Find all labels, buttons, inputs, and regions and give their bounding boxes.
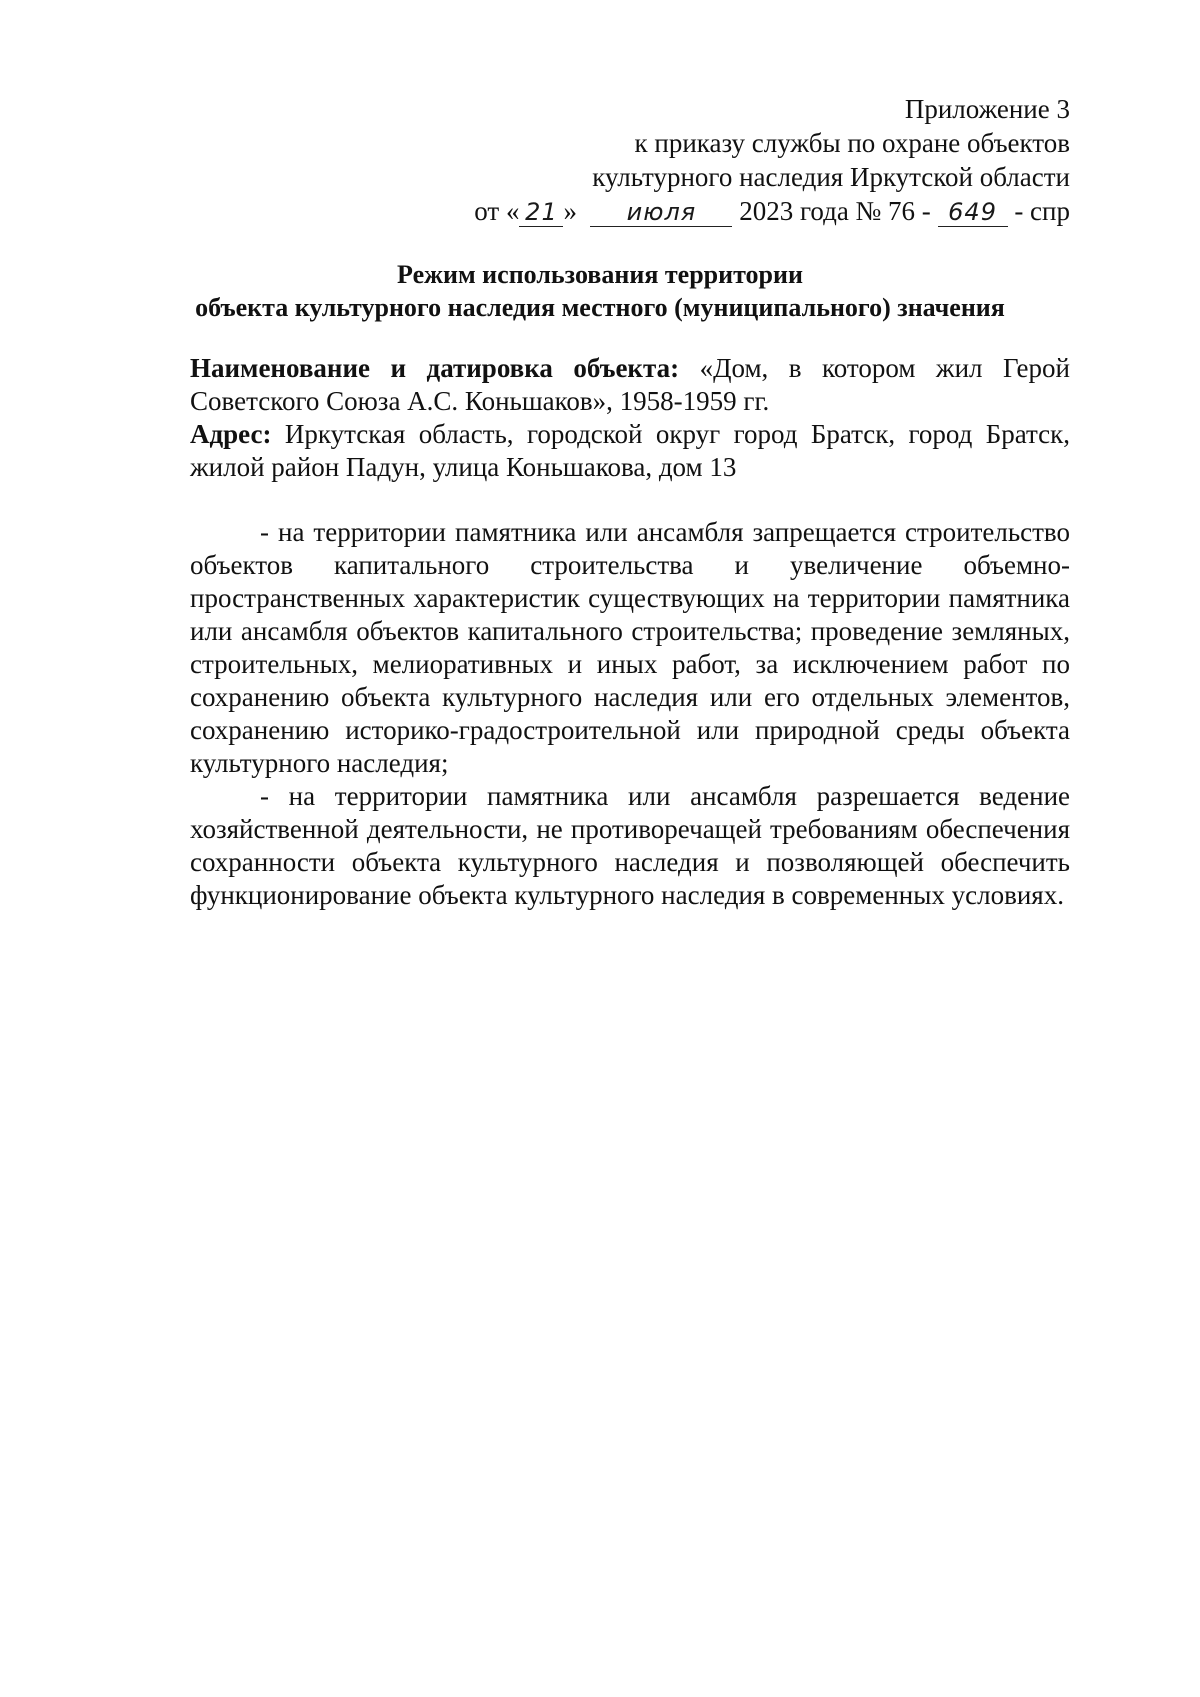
object-name-label: Наименование и датировка объекта: [190, 353, 680, 383]
year-text: 2023 года № 76 - [739, 196, 931, 226]
date-prefix: от « [474, 196, 520, 226]
object-name [190, 352, 1070, 418]
regime-paragraph-prohibited: - на территории памятника или ансамбля запрещается строительство объектов капитального строительства и увеличение объемно-пространственных характеристик существующих на территории памятника или ансамбля объектов капитального строительства; проведение земляных, строительных, мелиоративных и иных работ, за исключением работ по сохранению объекта культурного наследия или его отдельных элементов, сохранению историко-градостроительной или природной среды объекта культурного наследия; [190, 517, 1070, 778]
title-line-1: Режим использования территории [397, 260, 803, 289]
order-suffix: - спр [1014, 196, 1070, 226]
appendix-label: Приложение 3 [904, 94, 1070, 124]
title-line-2: объекта культурного наследия местного (муниципального) значения [195, 293, 1005, 322]
appendix-authority: культурного наследия Иркутской области [592, 162, 1070, 192]
document-body [190, 352, 1070, 912]
document-title [0, 258, 1200, 324]
appendix-date-line [474, 194, 1070, 228]
handwritten-day: 21 [519, 198, 563, 227]
handwritten-order-number: 649 [938, 198, 1008, 227]
object-address [190, 418, 1070, 484]
regime-paragraph-allowed: - на территории памятника или ансамбля разрешается ведение хозяйственной деятельности, не противоречащей требованиям обеспечения сохранности объекта культурного наследия и позволяющей обеспечить функционирование объекта культурного наследия в современных условиях. [190, 781, 1070, 910]
handwritten-month: июля [590, 198, 732, 227]
date-mid: » [563, 196, 577, 226]
object-address-label: Адрес: [190, 419, 272, 449]
object-address-value: Иркутская область, городской округ город Братск, город Братск, жилой район Падун, улица Коньшакова, дом 13 [190, 419, 1070, 482]
appendix-order-ref: к приказу службы по охране объектов [634, 128, 1070, 158]
spacer [190, 484, 1070, 516]
object-name-value: «Дом, в котором жил Герой Советского Союза А.С. Коньшаков», 1958-1959 гг. [190, 353, 1070, 416]
appendix-header [474, 92, 1070, 228]
